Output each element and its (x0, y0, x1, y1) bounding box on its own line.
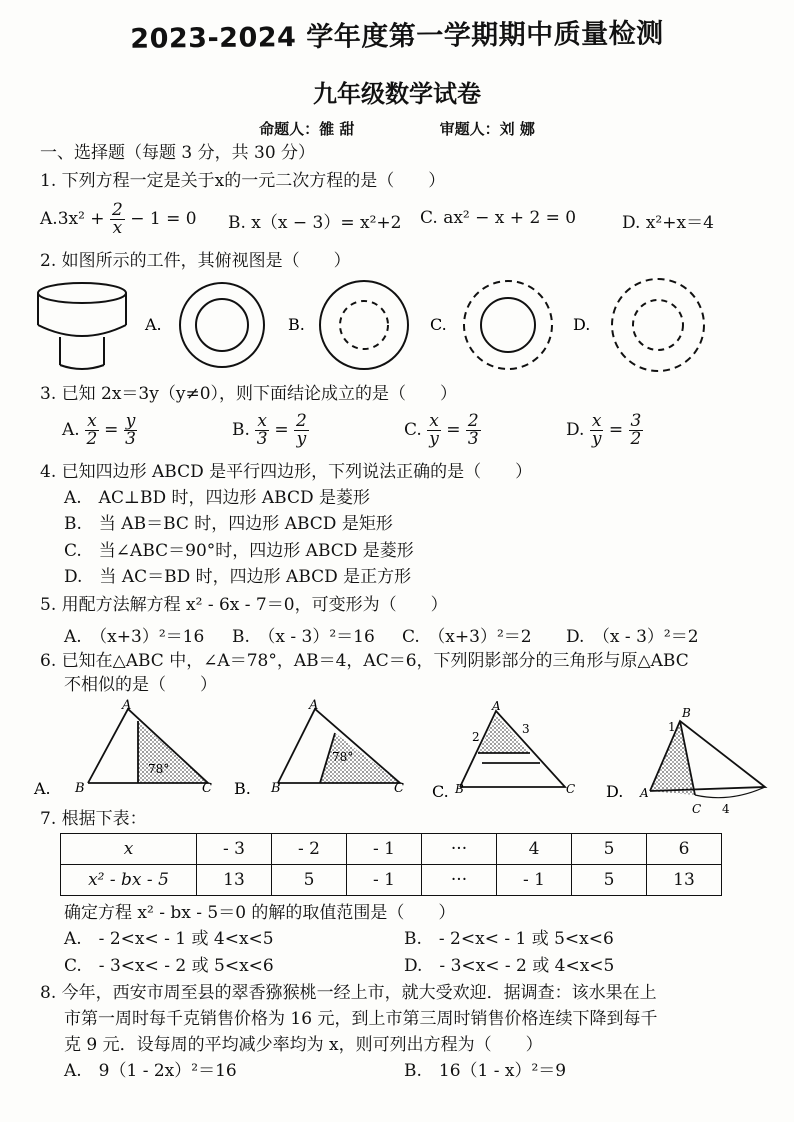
q7-question: 确定方程 x² - bx - 5＝0 的解的取值范围是（ ） (64, 903, 456, 923)
q1-stem: 1. 下列方程一定是关于x的一元二次方程的是（ ） (40, 171, 446, 191)
q3-option-c (404, 413, 481, 448)
q3-a-rn: y (125, 411, 136, 431)
q3-b-right (294, 413, 309, 448)
q2-option-d-figure (612, 279, 704, 371)
q7-cell: ··· (422, 865, 497, 896)
q6-figures (30, 695, 790, 815)
q7-cell: 5 (572, 834, 647, 865)
q8-line2: 市第一周时每千克销售价格为 16 元，到上市第三周时销售价格连续下降到每千 (64, 1009, 658, 1029)
q3-a-rd: 3 (125, 429, 136, 449)
exam-subtitle: 九年级数学试卷 (313, 80, 481, 108)
q1-a-fraction (110, 202, 125, 237)
q7-cell: 5 (572, 865, 647, 896)
q3-d-ld: y (591, 429, 602, 449)
q6-label-d: D. (606, 782, 624, 801)
q1-a-den: x (112, 218, 123, 238)
q2-option-a-figure (180, 283, 264, 367)
q7-cell: 5 (272, 865, 347, 896)
q3-d-right (629, 413, 644, 448)
q3-b-ld: 3 (256, 429, 268, 449)
q7-cell: 4 (497, 834, 572, 865)
q7-option-c: C. - 3<x< - 2 或 5<x<6 (64, 956, 274, 976)
q6a-angle: 78° (148, 762, 170, 776)
q3-d-left (590, 413, 604, 448)
reviewer: 审题人：刘 娜 (439, 120, 535, 138)
q6d-side-4: 4 (722, 802, 730, 815)
q4-option-a: A. AC⊥BD 时，四边形 ABCD 是菱形 (64, 488, 371, 508)
authors-line (0, 118, 794, 139)
q8-option-b: B. 16（1 - x）²＝9 (404, 1061, 567, 1081)
q6a-vertex-a: A (122, 698, 132, 713)
q7-option-d: D. - 3<x< - 2 或 4<x<5 (404, 956, 615, 976)
q6d-side-1: 1 (668, 720, 676, 734)
q3-c-left (427, 413, 441, 448)
q3-stem: 3. 已知 2x＝3y（y≠0），则下面结论成立的是（ ） (40, 384, 458, 404)
q3-a-ld: 2 (86, 429, 98, 449)
q1-a-post: − 1 = 0 (130, 209, 197, 229)
q7-head-x: x (61, 834, 197, 865)
q3-d-label: D. (566, 420, 585, 440)
q3-d-rn: 3 (630, 411, 642, 431)
q3-a-ln: x (87, 411, 97, 431)
q6d-vertex-b: B (682, 706, 691, 720)
q3-c-label: C. (404, 420, 422, 440)
q6b-vertex-b: B (271, 781, 281, 796)
q1-a-num: 2 (111, 200, 123, 220)
q6c-side-3: 3 (522, 722, 530, 736)
q3-b-rd: y (296, 429, 307, 449)
q6-label-a: A. (34, 779, 51, 798)
q2-stem: 2. 如图所示的工件，其俯视图是（ ） (40, 251, 351, 271)
author: 命题人：雒 甜 (259, 120, 355, 138)
q2-label-d: D. (573, 315, 591, 334)
q3-c-ln: x (429, 411, 439, 431)
q6d-vertex-c: C (692, 802, 702, 815)
q4-stem: 4. 已知四边形 ABCD 是平行四边形，下列说法正确的是（ ） (40, 462, 533, 482)
q3-a-label: A. (62, 420, 80, 440)
q3-c-ld: y (429, 429, 439, 449)
q8-line1: 8. 今年，西安市周至县的翠香猕猴桃一经上市，就大受欢迎．据调查：该水果在上 (40, 983, 657, 1003)
q5-stem: 5. 用配方法解方程 x² - 6x - 7＝0，可变形为（ ） (40, 595, 448, 615)
q3-d-rd: 2 (630, 429, 642, 449)
q7-stem: 7. 根据下表： (40, 809, 147, 829)
q7-option-a: A. - 2<x< - 1 或 4<x<5 (64, 929, 274, 949)
q6-figure-b (278, 709, 400, 783)
q2-label-a: A. (145, 315, 162, 334)
q3-c-rd: 3 (467, 429, 479, 449)
q7-cell: ··· (422, 834, 497, 865)
q5-option-b: B. （x - 3）²＝16 (232, 627, 375, 647)
q6c-side-2: 2 (472, 730, 480, 744)
q1-a-label: A. (40, 209, 58, 229)
q3-c-rn: 2 (467, 411, 479, 431)
exam-title: 2023-2024 学年度第一学期期中质量检测 (130, 18, 664, 55)
q6-stem-line2: 不相似的是（ ） (64, 675, 217, 695)
q4-option-c: C. 当∠ABC＝90°时，四边形 ABCD 是菱形 (64, 541, 414, 561)
q3-d-ln: x (591, 411, 602, 431)
q3-c-right (466, 413, 481, 448)
q5-option-a: A. （x+3）²＝16 (64, 627, 205, 647)
q2-option-b-figure (320, 281, 408, 369)
q7-table (60, 833, 722, 896)
q3-c-eq: = (446, 420, 461, 440)
q2-label-c: C. (430, 315, 447, 334)
q4-option-b: B. 当 AB＝BC 时，四边形 ABCD 是矩形 (64, 514, 393, 534)
section-heading: 一、选择题（每题 3 分，共 30 分） (40, 143, 316, 163)
q1-option-d: D. x²+x＝4 (622, 213, 714, 233)
q7-cell: 13 (647, 865, 722, 896)
q3-b-eq: = (274, 420, 289, 440)
q1-option-c: C. ax² − x + 2 = 0 (420, 208, 577, 228)
q7-cell: - 3 (197, 834, 272, 865)
q6c-vertex-a: A (492, 699, 501, 713)
q3-b-left (255, 413, 269, 448)
q7-cell: 13 (197, 865, 272, 896)
q6-label-b: B. (234, 779, 251, 798)
q7-head-expr: x² - bx - 5 (61, 865, 197, 896)
workpiece-figure (38, 283, 126, 369)
q6a-vertex-b: B (75, 781, 85, 796)
q3-option-b (232, 413, 309, 448)
q6-label-c: C. (432, 782, 449, 801)
q5-option-d: D. （x - 3）²＝2 (566, 627, 699, 647)
q6a-vertex-c: C (202, 781, 212, 796)
q2-option-c-figure (464, 281, 552, 369)
q6-stem-line1: 6. 已知在△ABC 中，∠A＝78°，AB＝4，AC＝6，下列阴影部分的三角形与原△ABC (40, 651, 689, 671)
q5-option-c: C. （x+3）²＝2 (402, 627, 532, 647)
q6-figure-c (460, 711, 565, 787)
q7-cell: 6 (647, 834, 722, 865)
q3-option-a (62, 413, 137, 448)
q6c-vertex-b: B (455, 782, 464, 796)
q4-option-d: D. 当 AC＝BD 时，四边形 ABCD 是正方形 (64, 567, 412, 587)
q7-cell: - 1 (347, 834, 422, 865)
q7-cell: - 1 (497, 865, 572, 896)
q3-b-ln: x (257, 411, 267, 431)
q3-a-eq: = (104, 420, 119, 440)
q1-option-b: B. x（x − 3）= x²+2 (228, 213, 402, 233)
q7-option-b: B. - 2<x< - 1 或 5<x<6 (404, 929, 614, 949)
q1-a-pre: 3x² + (57, 209, 105, 229)
q6b-angle: 78° (332, 750, 354, 764)
q6d-vertex-a: A (640, 786, 649, 800)
q3-a-right (124, 413, 138, 448)
q3-b-rn: 2 (295, 411, 307, 431)
q2-label-b: B. (288, 315, 305, 334)
q7-row-x (61, 834, 722, 865)
q3-d-eq: = (608, 420, 624, 440)
q3-a-left (85, 413, 99, 448)
q6b-vertex-c: C (394, 781, 404, 796)
q3-b-label: B. (232, 420, 250, 440)
q6b-vertex-a: A (309, 698, 319, 713)
q8-line3: 克 9 元．设每周的平均减少率均为 x，则可列出方程为（ ） (64, 1035, 543, 1055)
q3-option-d (566, 413, 643, 448)
q7-cell: - 1 (347, 865, 422, 896)
q2-figures (30, 275, 780, 385)
q7-row-expr (61, 865, 722, 896)
q7-cell: - 2 (272, 834, 347, 865)
q1-option-a (40, 202, 197, 237)
q6c-vertex-c: C (566, 782, 576, 796)
q8-option-a: A. 9（1 - 2x）²＝16 (64, 1061, 237, 1081)
